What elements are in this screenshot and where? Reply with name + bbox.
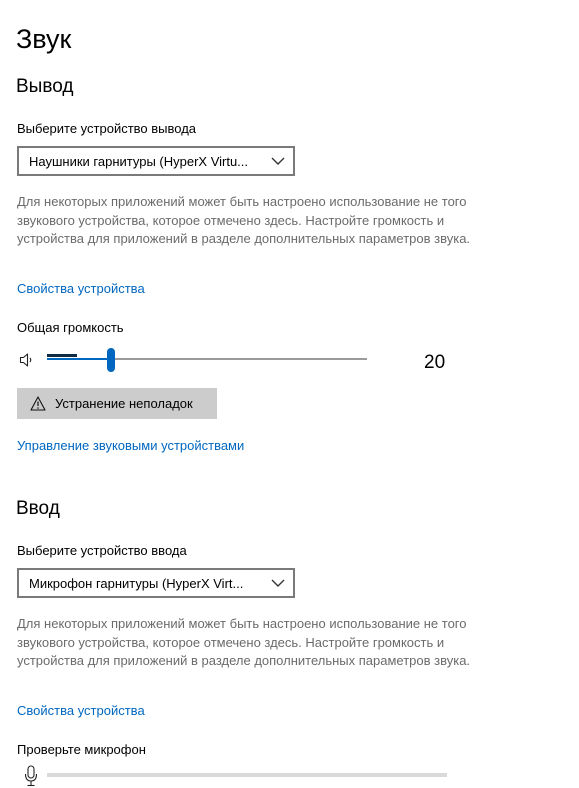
warning-icon: [30, 396, 46, 411]
output-section-title: Вывод: [16, 76, 74, 97]
volume-slider[interactable]: [47, 346, 367, 372]
input-device-label: Выберите устройство ввода: [17, 543, 187, 558]
mic-level-meter: [47, 773, 447, 777]
output-device-value: Наушники гарнитуры (HyperX Virtu...: [29, 154, 249, 169]
mic-test-label: Проверьте микрофон: [17, 742, 146, 757]
speaker-icon[interactable]: [19, 352, 35, 368]
input-section-title: Ввод: [16, 498, 60, 519]
volume-peak-meter: [47, 354, 77, 357]
manage-sound-devices-link[interactable]: Управление звуковыми устройствами: [17, 438, 245, 453]
volume-value: 20: [424, 352, 446, 373]
input-device-properties-link[interactable]: Свойства устройства: [17, 703, 145, 718]
output-device-properties-link[interactable]: Свойства устройства: [17, 281, 145, 296]
volume-slider-fill: [47, 358, 111, 360]
page-title: Звук: [16, 24, 72, 54]
input-device-value: Микрофон гарнитуры (HyperX Virt...: [29, 576, 244, 591]
chevron-down-icon: [271, 579, 285, 588]
troubleshoot-button-label: Устранение неполадок: [55, 396, 193, 411]
output-description: Для некоторых приложений может быть настроено использование не того звукового устройства, которое отмечено здесь. Настройте громкость и устройства для приложений в разделе дополнительных параметров звука.: [17, 194, 471, 247]
microphone-icon: [24, 765, 38, 787]
input-device-dropdown[interactable]: [17, 568, 295, 598]
output-device-label: Выберите устройство вывода: [17, 121, 197, 136]
input-description: Для некоторых приложений может быть настроено использование не того звукового устройства, которое отмечено здесь. Настройте громкость и устройства для приложений в разделе дополнительных параметров звука.: [17, 616, 471, 669]
volume-slider-thumb[interactable]: [107, 348, 115, 372]
volume-label: Общая громкость: [17, 320, 124, 335]
chevron-down-icon: [271, 157, 285, 166]
output-device-dropdown[interactable]: [17, 146, 295, 176]
troubleshoot-button[interactable]: [17, 388, 217, 419]
